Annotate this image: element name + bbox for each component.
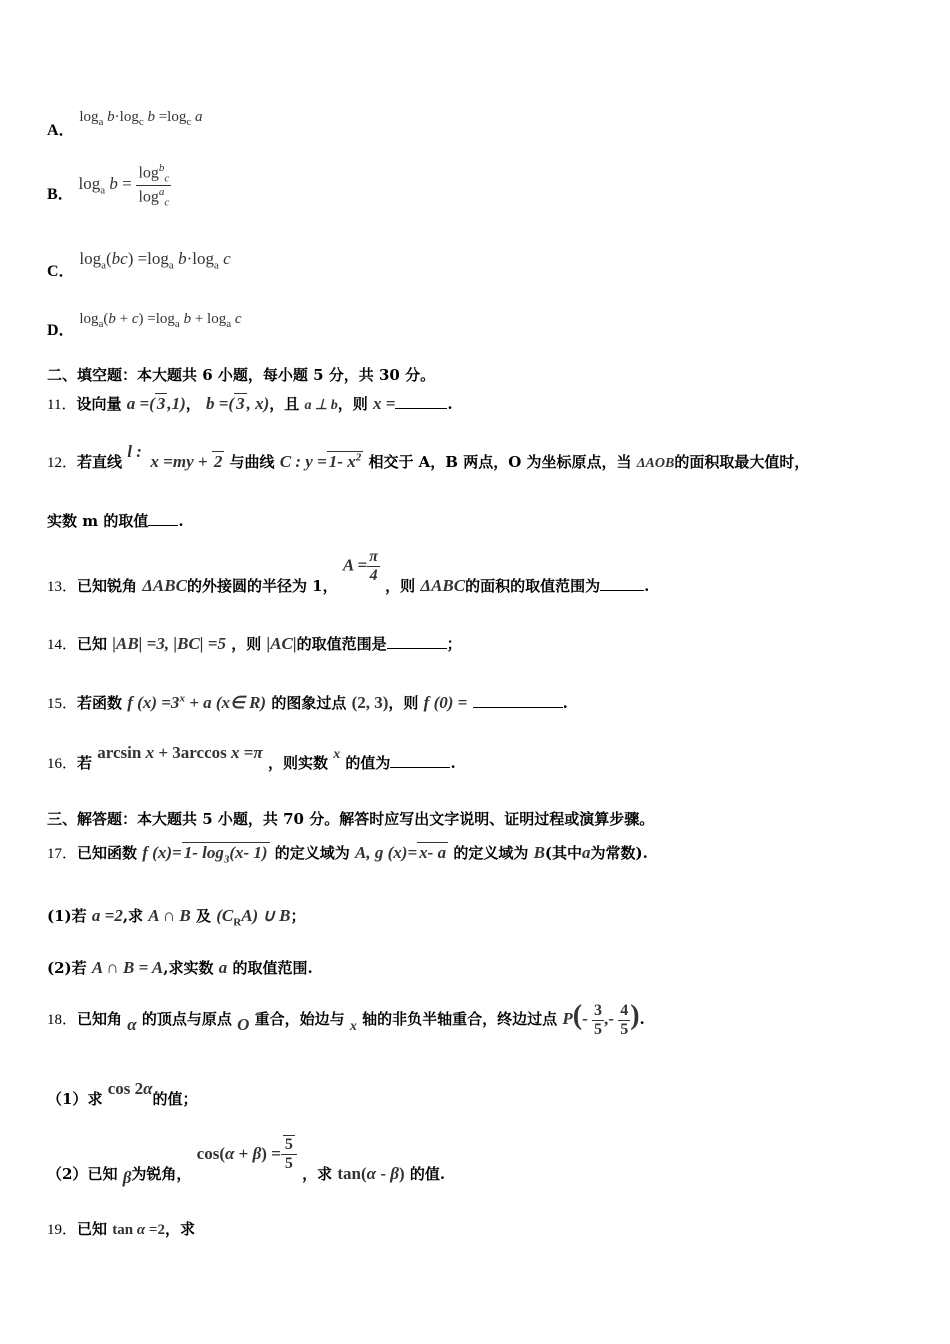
- q17-p1-a2: a =2: [91, 906, 123, 925]
- q18-p1-cos2a: cos 2α: [107, 1079, 153, 1098]
- q18-point: P: [562, 1009, 573, 1028]
- question-15: [47, 692, 568, 713]
- question-17-part-2: [47, 957, 313, 978]
- question-12: [47, 442, 810, 472]
- question-19: [47, 1218, 195, 1239]
- q13-angle: A =: [342, 555, 368, 575]
- q11-text-2: ，且: [269, 395, 300, 413]
- q17-function-g: A, g (x)= x- a: [355, 843, 447, 862]
- q16-text: 若: [77, 754, 93, 772]
- q18-p1-label: （1）: [47, 1090, 88, 1108]
- q18-neg-2: ,-: [604, 1009, 619, 1028]
- q11-vector-b: b =( 3 , x): [205, 394, 270, 413]
- q18-text-4: 轴的非负半轴重合，终边过点: [362, 1010, 558, 1028]
- q11-text: 设向量: [76, 395, 122, 413]
- q14-semicolon: ；: [446, 635, 462, 653]
- section-2-heading: 二、填空题：本大题共 6 小题，每小题 5 分，共 30 分。: [47, 366, 436, 384]
- q17-text-4: (其中: [544, 844, 583, 862]
- option-a-label: A．: [47, 122, 75, 139]
- q18-p2-text: 已知: [87, 1164, 118, 1183]
- q18-text-3: 重合，始边与: [254, 1010, 345, 1028]
- q11-number: 11．: [47, 397, 77, 413]
- q14-ac: |AC|: [266, 634, 297, 653]
- q15-number: 15．: [47, 696, 78, 712]
- question-12-cont: [47, 510, 184, 531]
- q13-triangle: ΔABC: [142, 575, 187, 595]
- q13-text: 已知锐角: [77, 576, 138, 595]
- question-14: [47, 633, 462, 654]
- option-c: [47, 246, 231, 280]
- q18-origin: O: [237, 1015, 250, 1034]
- q15-answer-blank[interactable]: [473, 693, 563, 708]
- q15-f0: f (0) =: [423, 693, 468, 712]
- question-11: [47, 393, 453, 414]
- q19-number: 19．: [47, 1222, 78, 1238]
- q13-triangle-2: ΔABC: [420, 575, 466, 595]
- q18-x: x: [349, 1019, 357, 1034]
- q12-curve: C : y = 1- $x^2$: [279, 451, 362, 471]
- q11-text-3: ，则: [337, 395, 368, 413]
- q17-p2-text-2: ,求实数: [163, 959, 214, 977]
- q17-p1-semicolon: ；: [290, 907, 306, 925]
- q18-p2-text-2: 为锐角，: [131, 1164, 192, 1183]
- q18-p2-fraction: $\frac{5}{5}$: [281, 1136, 297, 1173]
- q14-lengths: |AB| =3, |BC| =5: [112, 634, 226, 653]
- q11-vector-a: a =( 3 ,1): [126, 394, 186, 413]
- q12-answer-blank[interactable]: [148, 511, 178, 526]
- option-d-formula: $\log_a(b + c) =\log_a$ $b + \log_a c$: [79, 311, 242, 330]
- option-b: [47, 162, 171, 208]
- q18-neg-1: -: [582, 1009, 593, 1028]
- q18-frac-1: $\frac{3}{5}$: [594, 1001, 603, 1038]
- q12-period: .: [178, 512, 184, 530]
- q17-function-f: f (x)= 1- $\log_3(x-$ 1): [142, 843, 268, 866]
- q17-text-2: 的定义域为: [274, 844, 350, 862]
- q18-paren-left: (: [572, 1000, 583, 1031]
- q11-x: x =: [372, 394, 396, 413]
- q12-line: l : x =my + 2: [127, 442, 223, 471]
- q15-point: (2, 3): [351, 693, 389, 712]
- option-a: [47, 103, 203, 139]
- q16-answer-blank[interactable]: [390, 753, 450, 768]
- q17-text-5: 为常数).: [590, 844, 648, 862]
- q18-p2-beta: β: [122, 1167, 132, 1187]
- q18-p2-text-4: 的值.: [409, 1164, 446, 1183]
- q18-period: .: [639, 1010, 645, 1028]
- q18-frac-2: $\frac{4}{5}$: [620, 1001, 629, 1038]
- q12-text-3: 相交于 A，B 两点，O 为坐标原点，当: [368, 453, 632, 471]
- q18-p2-text-3: ，求: [302, 1164, 333, 1183]
- q16-x: x: [333, 747, 341, 762]
- q14-text: 已知: [77, 635, 108, 653]
- q18-p2-label: （2）: [47, 1164, 88, 1183]
- q17-b: B: [533, 843, 545, 862]
- question-17-part-1: [47, 905, 306, 928]
- q12-text-5: 实数 m 的取值: [47, 512, 149, 530]
- q17-a: a: [582, 843, 591, 862]
- q19-tan: tan α =2: [112, 1222, 165, 1238]
- question-18-part-1: [47, 1078, 198, 1108]
- q15-text-2: 的图象过点: [271, 694, 347, 712]
- q11-answer-blank[interactable]: [395, 394, 447, 409]
- q12-text-2: 与曲线: [229, 453, 275, 471]
- q11-comma: ，: [185, 395, 201, 413]
- option-b-fraction: $\frac{\log^b_c}{\log^a_c}$: [138, 162, 170, 209]
- q17-text: 已知函数: [77, 844, 138, 862]
- q17-p1-complement: $(C_RA)$ ∪ B: [216, 906, 291, 929]
- q15-text-3: ，则: [388, 694, 419, 712]
- q17-p1-text-2: ,求: [122, 907, 144, 925]
- q17-p1-label: (1): [47, 907, 72, 925]
- q14-text-3: 的取值范围是: [296, 635, 387, 653]
- q13-text-4: 的面积的取值范围为: [465, 576, 601, 595]
- option-d: [47, 305, 242, 339]
- q19-text: 已知: [77, 1220, 108, 1238]
- question-18-part-2: [47, 1136, 446, 1187]
- q13-number: 13．: [47, 578, 78, 595]
- q11-period: .: [447, 395, 453, 413]
- q18-text-2: 的顶点与原点: [141, 1010, 232, 1028]
- section-3-heading: 三、解答题：本大题共 5 小题，共 70 分。解答时应写出文字说明、证明过程或演算步骤。: [47, 810, 655, 828]
- q14-text-2: ，则: [231, 635, 262, 653]
- q17-p2-text: 若: [71, 959, 87, 977]
- q18-paren-right: ): [630, 1000, 640, 1031]
- q18-p2-tan: tan(α - β): [337, 1163, 405, 1183]
- q12-text-4: 的面积取最大值时，: [674, 453, 810, 471]
- question-18: [47, 1000, 645, 1039]
- question-13: [47, 548, 650, 595]
- q15-function: f $(x) =3^x + a$ (x∈ R): [127, 692, 267, 712]
- question-17: [47, 842, 648, 865]
- q13-fraction: $\frac{\pi}{4}$: [369, 548, 378, 584]
- q13-text-2: 的外接圆的半径为 1，: [186, 576, 338, 595]
- q12-text: 若直线: [77, 453, 123, 471]
- q14-number: 14．: [47, 637, 78, 653]
- q16-text-2: ，则实数: [267, 754, 328, 772]
- q18-p1-text: 求: [87, 1090, 103, 1108]
- q18-p1-text-2: 的值；: [152, 1090, 198, 1108]
- q17-p2-text-3: 的取值范围.: [232, 959, 313, 977]
- option-c-label: C．: [47, 263, 75, 280]
- option-a-formula: $\log_a b\cdot\log_c$ $b =\log_c$ a: [79, 109, 203, 128]
- q17-p1-text-3: 及: [196, 907, 212, 925]
- option-b-label: B．: [47, 186, 74, 204]
- q13-period: .: [644, 576, 650, 595]
- q12-triangle: ΔAOB: [636, 456, 675, 471]
- q12-number: 12．: [47, 455, 78, 471]
- q17-text-3: 的定义域为: [453, 844, 529, 862]
- q18-p2-cos: cos(α + β) =: [196, 1143, 281, 1163]
- q16-text-3: 的值为: [345, 754, 391, 772]
- q16-number: 16．: [47, 756, 78, 772]
- option-c-formula: $\log_a(bc) =\log_a$ $b\cdot\log_a$ c: [79, 249, 231, 272]
- q15-period: .: [562, 694, 568, 712]
- q18-number: 18．: [47, 1012, 78, 1028]
- q17-p1-text: 若: [71, 907, 87, 925]
- q15-text: 若函数: [77, 694, 123, 712]
- q17-p2-condition: A ∩ B = A: [91, 958, 164, 977]
- q19-text-2: ，求: [164, 1220, 195, 1238]
- option-d-label: D．: [47, 322, 75, 339]
- q16-period: .: [450, 754, 456, 772]
- q11-perp: a ⊥ b: [304, 398, 338, 413]
- q18-alpha: α: [127, 1015, 137, 1034]
- q17-p2-a: a: [218, 958, 228, 977]
- q14-answer-blank[interactable]: [387, 634, 447, 649]
- q17-number: 17．: [47, 846, 78, 862]
- option-b-formula: $\log_a b$ =: [78, 174, 132, 197]
- question-16: [47, 743, 456, 773]
- q17-p1-intersection: A ∩ B: [148, 906, 191, 925]
- q16-equation: arcsin x + 3arccos x =π: [97, 743, 263, 762]
- q13-answer-blank[interactable]: [600, 576, 644, 591]
- q18-text: 已知角: [77, 1010, 123, 1028]
- q17-p2-label: (2): [47, 959, 72, 977]
- q13-text-3: ，则: [385, 576, 416, 595]
